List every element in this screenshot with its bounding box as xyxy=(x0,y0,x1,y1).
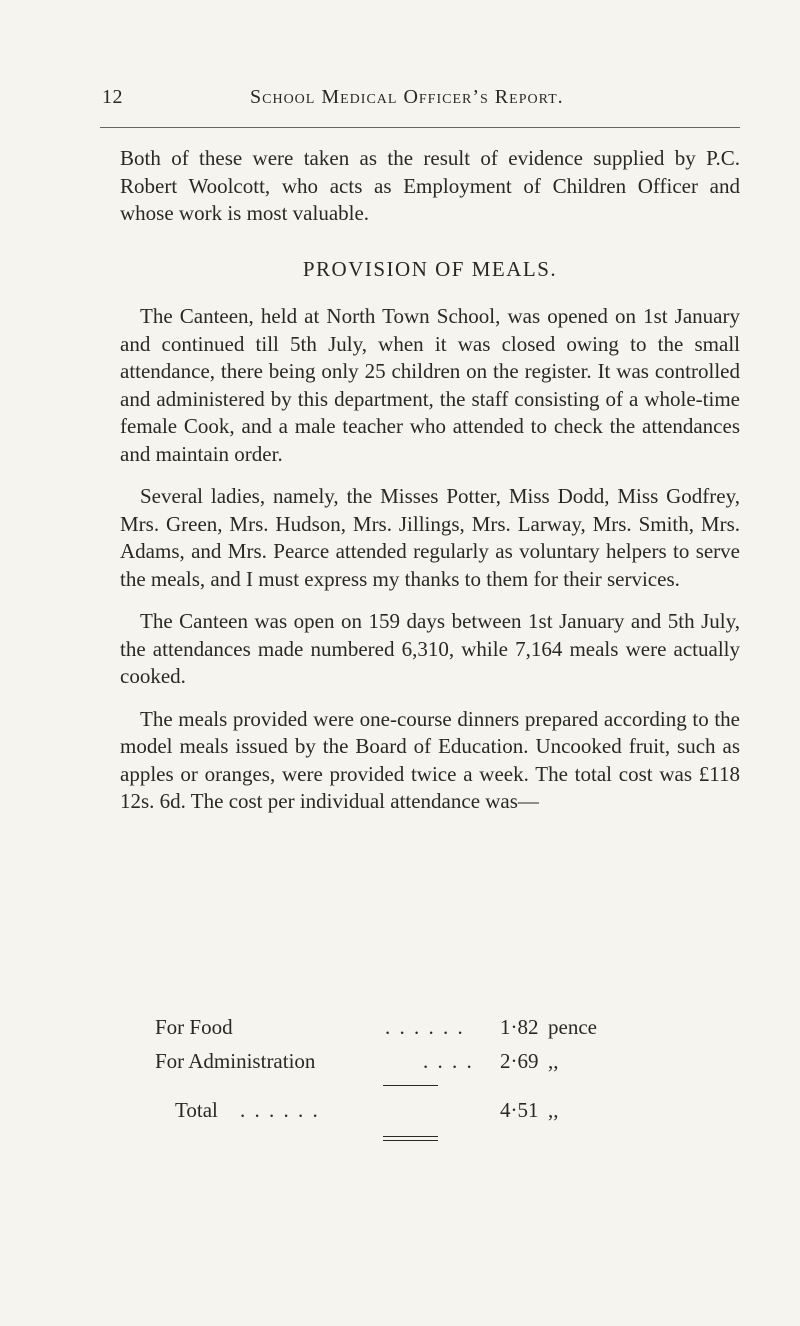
cost-unit: pence xyxy=(548,1015,597,1039)
cost-value: 1·82 xyxy=(500,1015,539,1039)
sum-rule xyxy=(383,1085,438,1086)
cost-table xyxy=(155,1015,715,1083)
leader-dots: . . . . . . xyxy=(385,1015,465,1039)
header-rule xyxy=(100,127,740,128)
paragraph-canteen: The Canteen, held at North Town School, was opened on 1st January and continued till 5th July, when it was closed owing to the small attendance, there being only 25 children on the register. It was controlled and administered by this department, the staff consisting of a whole-time female Cook, and a male teacher who attended to check the attendances and maintain order. xyxy=(120,304,740,466)
page-number: 12 xyxy=(102,86,123,108)
cost-row-administration xyxy=(155,1049,715,1083)
cost-row-food xyxy=(155,1015,715,1049)
cost-value: 2·69 xyxy=(500,1049,539,1073)
cost-label: For Administration xyxy=(155,1049,316,1073)
leader-dots: . . . . . . xyxy=(240,1098,320,1122)
total-unit: ,, xyxy=(548,1098,559,1122)
page-header xyxy=(100,80,740,120)
running-title: School Medical Officer’s Report. xyxy=(250,86,564,108)
paragraph-evidence: Both of these were taken as the result of evidence supplied by P.C. Robert Woolcott, who acts as Employment of Children Officer and whose work is most valuable. xyxy=(120,146,740,225)
cost-row-total xyxy=(155,1098,715,1128)
total-double-rule xyxy=(383,1136,438,1141)
cost-label: For Food xyxy=(155,1015,233,1039)
cost-unit: ,, xyxy=(548,1049,559,1073)
section-heading: PROVISION OF MEALS. xyxy=(302,256,558,281)
paragraph-helpers: Several ladies, namely, the Misses Potter, Miss Dodd, Miss Godfrey, Mrs. Green, Mrs. Hudson, Mrs. Jillings, Mrs. Larway, Mrs. Smith, Mrs. Adams, and Mrs. Pearce attended regularly as voluntary helpers to serve the meals, and I must express my thanks to them for their services. xyxy=(120,484,740,591)
paragraph-attendance: The Canteen was open on 159 days between 1st January and 5th July, the attendances made numbered 6,310, while 7,164 meals were actually cooked. xyxy=(120,609,740,688)
leader-dots: . . . . xyxy=(423,1049,474,1073)
total-label: Total xyxy=(175,1098,218,1122)
report-body xyxy=(120,145,740,816)
paragraph-meals: The meals provided were one-course dinners prepared according to the model meals issued by the Board of Education. Uncooked fruit, such as apples or oranges, were provided twice a week. The total cost was £118 12s. 6d. The cost per individual attendance was— xyxy=(120,706,740,813)
total-value: 4·51 xyxy=(500,1098,539,1122)
